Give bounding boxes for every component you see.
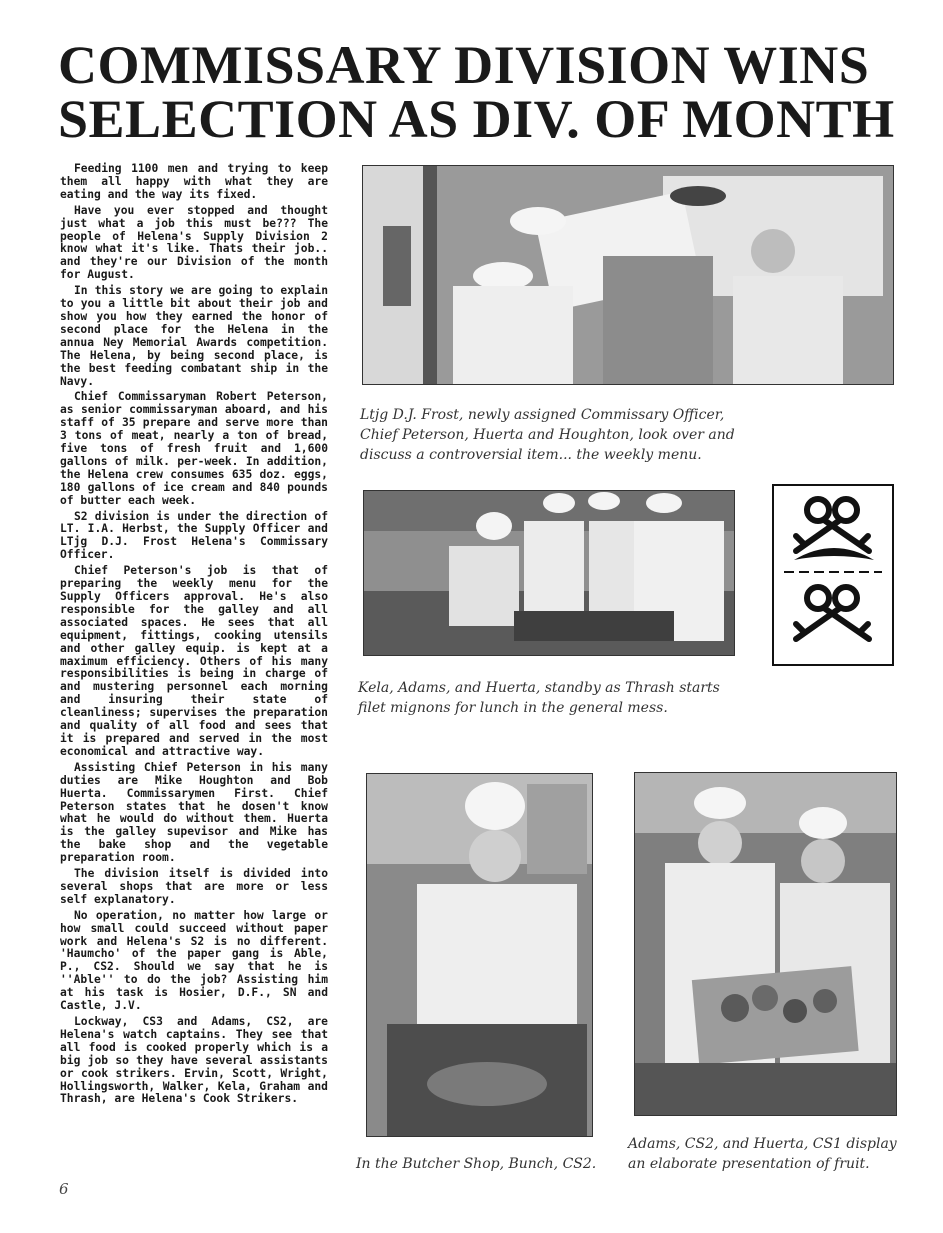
headline-line-2: SELECTION AS DIV. OF MONTH [58,89,895,149]
story-paragraph: S2 division is under the direction of LT. I.A. Herbst, the Supply Officer and LTjg D.J. Frost Helena's Commissary Officer. [60,509,328,562]
photo-fruit-display [634,772,897,1116]
story-paragraph: Chief Peterson's job is that of preparing the weekly menu for the Supply Officers approval. He's also responsible for the galley and all associated spaces. He sees that all equipment, fittings, cooking utensils and other galley equip. is kept at a maximum efficiency. Others of his many responsibilities is being in charge of and mustering personnel each morning and insuring their state of cleanliness; supervises the preparation and quality of all food and sees that it is prepared and served in the most economical and attractive way. [60,564,328,758]
story-paragraph: Chief Commissaryman Robert Peterson, as senior commissaryman aboard, and his staff of 35 prepare and serve more than 3 tons of meat, nearly a ton of bread, five tons of fresh fruit and 1,600 gallons of milk. per-week. In addition, the Helena crew consumes 635 doz. eggs, 180 gallons of ice cream and 840 pounds of butter each week. [60,390,328,507]
headline-line-1: COMMISSARY DIVISION WINS [58,35,870,95]
caption-butcher-shop: In the Butcher Shop, Bunch, CS2. [356,1156,597,1172]
caption-fruit-display: Adams, CS2, and Huerta, CS1 display an elaborate presentation of fruit. [628,1136,897,1172]
supply-keys-emblem [772,484,894,666]
photo-menu-review [362,165,894,385]
story-paragraph: Lockway, CS3 and Adams, CS2, are Helena's watch captains. They see that all food is cooked properly which is a big job so they have several assistants or cook strikers. Ervin, Scott, Wright, Hollingsworth, Walker, Kela, Graham and Thrash, are Helena's Cook Strikers. [60,1015,328,1106]
story-paragraph: No operation, no matter how large or how small could succeed without paper work and Helena's S2 is no different. 'Haumcho' of the paper gang is Able, P., CS2. Should we say that he is ''Able'' to do the job? Assisting him at his task is Hosier, D.F., SN and Castle, J.V. [60,908,328,1013]
page-number: 6 [59,1180,69,1198]
caption-menu-review: Ltjg D.J. Frost, newly assigned Commissary Officer, Chief Peterson, Huerta and Houghton, look over and discuss a controversial item... the weekly menu. [360,407,735,463]
caption-galley-crew: Kela, Adams, and Huerta, standby as Thrash starts filet mignons for lunch in the general mess. [358,680,720,716]
headline [58,35,898,149]
story-paragraph: In this story we are going to explain to you a little bit about their job and show you how they earned the honor of second place for the Helena in the annua Ney Memorial Awards competition. The Helena, by being second place, is the best feeding combatant ship in the Navy. [60,284,328,388]
photo-galley-crew [363,490,735,656]
story-paragraph: The division itself is divided into several shops that are more or less self explanatory. [60,867,328,906]
crossed-keys-icon [774,486,892,664]
photo-butcher-shop [366,773,593,1137]
story-column [60,163,328,1109]
story-paragraph: Feeding 1100 men and trying to keep them all happy with what they are eating and the way its fixed. [60,162,328,201]
story-paragraph: Have you ever stopped and thought just what a job this must be??? The people of Helena's Supply Division 2 know what it's like. Thats their job.. and they're our Division of the month for August. [60,203,328,282]
story-paragraph: Assisting Chief Peterson in his many duties are Mike Houghton and Bob Huerta. Commissarymen First. Chief Peterson states that he dosen't know what he would do without them. Huerta is the galley supevisor and Mike has the bake shop and the vegetable preparation room. [60,760,328,865]
